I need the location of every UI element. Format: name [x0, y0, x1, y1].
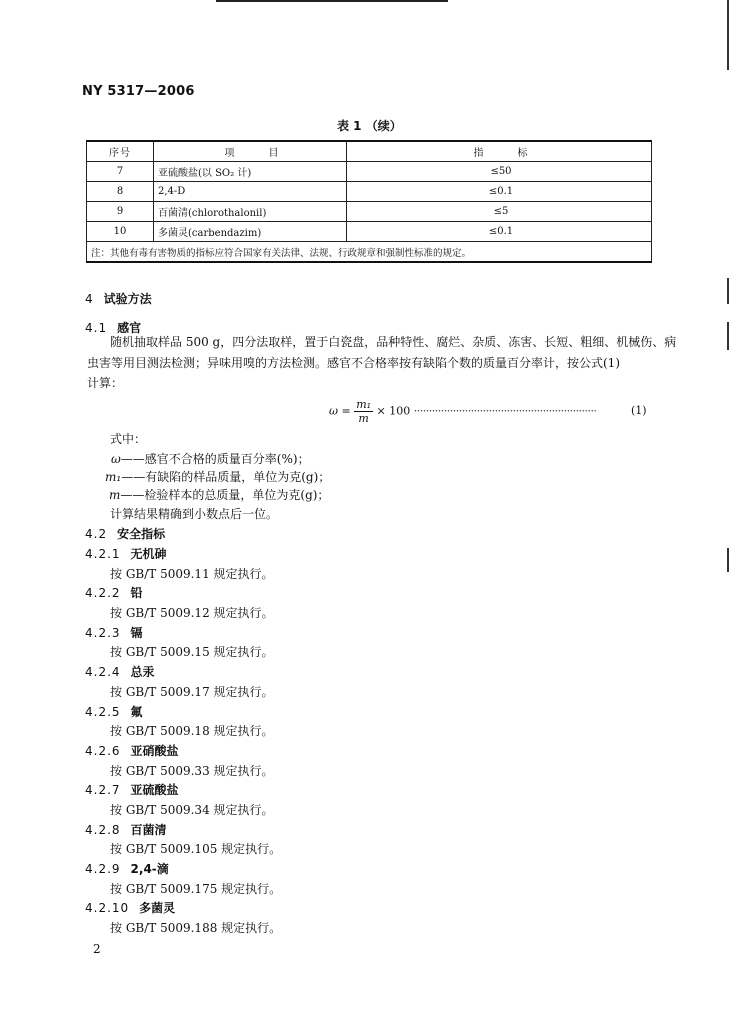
definition-text: ——检验样本的总质量，单位为克(g)； — [120, 488, 330, 502]
clause-number: 4.2.10 — [85, 901, 130, 915]
row-no: 9 — [87, 202, 154, 222]
clause-heading — [85, 860, 169, 877]
clause-title: 无机砷 — [130, 547, 167, 561]
row-no: 8 — [87, 182, 154, 202]
formula-leader: ····························································· — [413, 404, 597, 418]
clause-heading — [85, 742, 179, 759]
section-number: 4 — [85, 292, 94, 306]
clause-number: 4.2.5 — [85, 705, 121, 719]
clause-rule: 按 GB/T 5009.18 规定执行。 — [110, 724, 274, 738]
clause-rule: 按 GB/T 5009.12 规定执行。 — [110, 606, 274, 620]
formula-times: × 100 — [376, 404, 411, 418]
row-no: 7 — [87, 162, 154, 182]
clause-heading — [85, 663, 155, 680]
clause-rule: 按 GB/T 5009.175 规定执行。 — [110, 882, 282, 896]
definition-symbol: ω — [111, 452, 121, 466]
clause-number: 4.2.3 — [85, 626, 121, 640]
table-note: 注：其他有毒有害物质的指标应符合国家有关法律、法规、行政规章和强制性标准的规定。 — [87, 242, 652, 263]
section-title: 试验方法 — [103, 292, 152, 306]
table-row — [87, 202, 652, 222]
definition-line — [109, 486, 329, 503]
subsection-number: 4.1 — [85, 321, 108, 335]
document-code: NY 5317—2006 — [82, 84, 195, 99]
row-value: ≤50 — [347, 162, 652, 182]
paragraph-line: 虫害等用目测法检测；异味用嗅的方法检测。感官不合格率按有缺陷个数的质量百分率计，按公式(1) — [87, 356, 621, 370]
clause-title: 2,4-滴 — [130, 862, 169, 876]
table-note-row — [87, 242, 652, 263]
clause-rule: 按 GB/T 5009.188 规定执行。 — [110, 921, 282, 935]
clause-number: 4.2.1 — [85, 547, 121, 561]
precision-note: 计算结果精确到小数点后一位。 — [110, 507, 279, 521]
row-item: 多菌灵(carbendazim) — [154, 222, 347, 242]
clause-heading — [85, 584, 143, 601]
col-header-item: 项 目 — [154, 141, 347, 162]
col-header-no: 序号 — [87, 141, 154, 162]
clause-rule: 按 GB/T 5009.105 规定执行。 — [110, 842, 282, 856]
scan-edge-mark — [727, 278, 729, 304]
page-number: 2 — [93, 942, 101, 956]
scan-edge-mark — [727, 548, 729, 572]
formula-numerator: m₁ — [356, 398, 372, 411]
clause-rule: 按 GB/T 5009.11 规定执行。 — [110, 567, 274, 581]
clause-number: 4.2.6 — [85, 744, 121, 758]
table-caption: 表 1 （续） — [337, 119, 402, 133]
top-rule — [216, 0, 448, 2]
clause-title: 铅 — [130, 586, 143, 600]
clause-heading — [85, 821, 167, 838]
scan-edge-mark — [727, 322, 729, 350]
clause-number: 4.2.4 — [85, 665, 121, 679]
clause-title: 亚硝酸盐 — [130, 744, 179, 758]
definition-text: ——感官不合格的质量百分率(%)； — [120, 452, 310, 466]
definition-line — [105, 468, 330, 485]
row-value: ≤5 — [347, 202, 652, 222]
table-row — [87, 222, 652, 242]
clause-title: 总汞 — [130, 665, 155, 679]
clause-number: 4.2.2 — [85, 586, 121, 600]
definition-line — [111, 450, 310, 467]
clause-rule: 按 GB/T 5009.15 规定执行。 — [110, 645, 274, 659]
clause-number: 4.2.7 — [85, 783, 121, 797]
subsection-number: 4.2 — [85, 527, 108, 541]
definition-text: ——有缺陷的样品质量，单位为克(g)； — [121, 470, 331, 484]
definition-symbol: m — [109, 488, 121, 502]
section-heading — [85, 290, 152, 307]
subsection-heading — [85, 525, 165, 542]
where-label: 式中： — [110, 432, 147, 446]
clause-rule: 按 GB/T 5009.33 规定执行。 — [110, 764, 274, 778]
clause-number: 4.2.8 — [85, 823, 121, 837]
table-row — [87, 162, 652, 182]
paragraph-line: 随机抽取样品 500 g，四分法取样，置于白瓷盘，品种特性、腐烂、杂质、冻害、长短、粗细、机械伤、病 — [110, 335, 677, 349]
row-no: 10 — [87, 222, 154, 242]
row-item: 百菌清(chlorothalonil) — [154, 202, 347, 222]
table-header-row — [87, 141, 652, 162]
equation-number: (1) — [631, 404, 647, 417]
formula-lhs: ω = — [329, 404, 351, 418]
scan-edge-mark — [727, 0, 729, 70]
formula-fraction — [354, 398, 373, 425]
clause-rule: 按 GB/T 5009.34 规定执行。 — [110, 803, 274, 817]
clause-title: 氟 — [130, 705, 143, 719]
subsection-title: 感官 — [117, 321, 142, 335]
clause-heading — [85, 899, 175, 916]
row-item: 亚硫酸盐(以 SO₂ 计) — [154, 162, 347, 182]
table-row — [87, 182, 652, 202]
row-item: 2,4-D — [154, 182, 347, 202]
clause-heading — [85, 781, 179, 798]
formula — [329, 398, 597, 425]
row-value: ≤0.1 — [347, 182, 652, 202]
clause-title: 镉 — [130, 626, 143, 640]
col-header-value: 指 标 — [347, 141, 652, 162]
spec-table — [86, 140, 652, 263]
clause-heading — [85, 703, 143, 720]
definition-symbol: m₁ — [105, 470, 122, 484]
row-value: ≤0.1 — [347, 222, 652, 242]
clause-number: 4.2.9 — [85, 862, 121, 876]
clause-title: 亚硫酸盐 — [130, 783, 179, 797]
subsection-title: 安全指标 — [117, 527, 166, 541]
clause-title: 百菌清 — [130, 823, 167, 837]
formula-denominator: m — [358, 412, 369, 425]
clause-heading — [85, 545, 167, 562]
clause-rule: 按 GB/T 5009.17 规定执行。 — [110, 685, 274, 699]
clause-title: 多菌灵 — [139, 901, 176, 915]
clause-heading — [85, 624, 143, 641]
paragraph-line: 计算： — [87, 376, 124, 390]
